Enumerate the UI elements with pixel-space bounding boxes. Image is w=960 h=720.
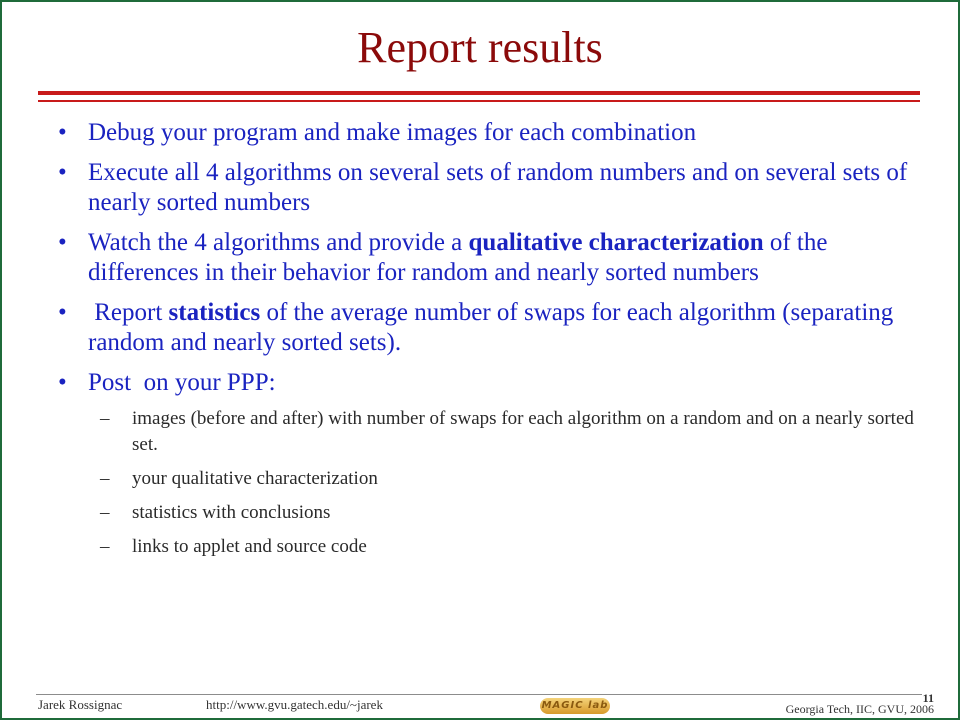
bullet-dot: • xyxy=(58,159,67,186)
sub-text: images (before and after) with number of swaps for each algorithm on a random and on a nearly sorted set. xyxy=(132,408,914,455)
sub-dash: – xyxy=(100,468,110,489)
bullet-dot: • xyxy=(58,119,67,146)
sub-item xyxy=(100,534,922,560)
bullet-text-post: of the average number of swaps for each algorithm (separating random and nearly sorted sets). xyxy=(88,299,894,356)
bullet-text-bold: statistics xyxy=(168,299,261,326)
bullet-dot: • xyxy=(58,299,67,326)
title-rule-thin xyxy=(38,100,920,102)
slide-title: Report results xyxy=(357,23,603,72)
bullet-text-pre: Report xyxy=(88,299,169,326)
sub-item xyxy=(100,466,922,492)
bullet-item xyxy=(52,118,922,148)
bullet-text: Debug your program and make images for each combination xyxy=(88,119,697,146)
bullet-item xyxy=(52,368,922,560)
page-number: 11 xyxy=(922,691,934,705)
footer-rule xyxy=(36,694,922,695)
sub-text: links to applet and source code xyxy=(132,536,367,557)
bullet-text-post: of the differences in their behavior for random and nearly sorted numbers xyxy=(88,229,828,286)
footer-institution: Georgia Tech, IIC, GVU, 2006 xyxy=(785,702,934,716)
bullet-text-pre: Watch the 4 algorithms and provide a xyxy=(88,229,469,256)
title-rule-thick xyxy=(38,91,920,95)
bullet-dot: • xyxy=(58,369,67,396)
sub-dash: – xyxy=(100,502,110,523)
bullet-text: Execute all 4 algorithms on several sets of random numbers and on several sets of nearly sorted numbers xyxy=(88,159,908,216)
magic-lab-logo: MAGIC lab xyxy=(540,698,610,714)
sub-dash: – xyxy=(100,408,110,429)
bullet-text-bold: qualitative characterization xyxy=(468,229,764,256)
sub-list xyxy=(52,406,922,560)
sub-dash: – xyxy=(100,536,110,557)
bullet-item xyxy=(52,298,922,358)
sub-text: your qualitative characterization xyxy=(132,468,378,489)
bullet-text: Post on your PPP: xyxy=(88,369,276,396)
footer-author: Jarek Rossignac xyxy=(38,697,123,712)
bullet-item xyxy=(52,158,922,218)
sub-item xyxy=(100,500,922,526)
sub-text: statistics with conclusions xyxy=(132,502,331,523)
sub-item xyxy=(100,406,922,458)
bullet-item xyxy=(52,228,922,288)
bullet-list xyxy=(52,118,922,570)
bullet-dot: • xyxy=(58,229,67,256)
footer-url-link[interactable]: http://www.gvu.gatech.edu/~jarek xyxy=(206,697,383,712)
